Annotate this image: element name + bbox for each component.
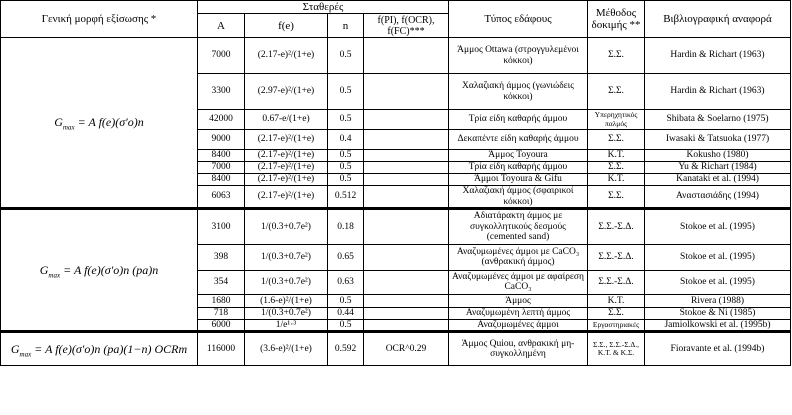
cell-fpi — [364, 150, 449, 162]
cell-method: Κ.Τ. — [588, 294, 645, 307]
cell-soil: Άμμοι Toyoura & Gifu — [449, 174, 588, 186]
cell-soil: Αναζυμωμένες άμμοι με CaCO₃ (ανθρακική άμμος) — [449, 244, 588, 270]
cell-reference: Fioravante et al. (1994b) — [645, 332, 791, 366]
cell-fe: 1/(0.3+0.7e²) — [245, 270, 328, 294]
cell-method: Σ.Σ. — [588, 186, 645, 209]
cell-fpi — [364, 244, 449, 270]
equation-rhs: = A f(e)(σ′o)n (pa)n — [60, 262, 159, 277]
equation-lhs-sub: max — [19, 350, 32, 359]
cell-fe: (2.17-e)²/(1+e) — [245, 162, 328, 174]
cell-soil: Χαλαζιακή άμμος (γωνιώδεις κόκκοι) — [449, 74, 588, 110]
header-n: n — [328, 14, 364, 38]
cell-method: Υπερηχητικός παλμός — [588, 110, 645, 130]
cell-soil: Αναζυμωμένες άμμοι — [449, 319, 588, 331]
cell-n: 0.5 — [328, 150, 364, 162]
cell-fpi — [364, 110, 449, 130]
cell-fe: (1.6-e)²/(1+e) — [245, 294, 328, 307]
cell-reference: Stokoe et al. (1995) — [645, 270, 791, 294]
cell-method: Σ.Σ. — [588, 130, 645, 150]
cell-A: 6063 — [198, 186, 245, 209]
cell-fe: (2.17-e)²/(1+e) — [245, 130, 328, 150]
cell-fpi — [364, 130, 449, 150]
equation-lhs-sub: max — [62, 123, 75, 132]
cell-fe: (2.17-e)²/(1+e) — [245, 174, 328, 186]
cell-reference: Shibata & Soelarno (1975) — [645, 110, 791, 130]
header-constants: Σταθερές — [198, 1, 449, 14]
cell-soil: Τρία είδη καθαρής άμμου — [449, 162, 588, 174]
cell-n: 0.512 — [328, 186, 364, 209]
cell-reference: Kanatakί et al. (1994) — [645, 174, 791, 186]
cell-n: 0.5 — [328, 319, 364, 331]
cell-fpi — [364, 38, 449, 74]
cell-n: 0.5 — [328, 110, 364, 130]
cell-reference: Kokusho (1980) — [645, 150, 791, 162]
cell-fe: 1/(0.3+0.7e²) — [245, 244, 328, 270]
header-soil-type: Τύπος εδάφους — [449, 1, 588, 38]
header-general-form: Γενική μορφή εξίσωσης * — [1, 1, 198, 38]
cell-fpi — [364, 319, 449, 331]
cell-A: 398 — [198, 244, 245, 270]
cell-method: Σ.Σ. — [588, 307, 645, 319]
equation-lhs: G — [54, 114, 63, 129]
equation-eq3 — [1, 332, 198, 366]
cell-A: 116000 — [198, 332, 245, 366]
cell-soil: Άμμος Toyoura — [449, 150, 588, 162]
header-test-method: Μέθοδος δοκιμής ** — [588, 1, 645, 38]
cell-A: 8400 — [198, 174, 245, 186]
cell-A: 7000 — [198, 38, 245, 74]
cell-method: Σ.Σ., Σ.Σ.-Σ.Δ., Κ.Τ. & Κ.Σ. — [588, 332, 645, 366]
table-row — [1, 332, 791, 366]
equation-eq2 — [1, 208, 198, 331]
cell-fe: 1/e¹·³ — [245, 319, 328, 331]
cell-n: 0.5 — [328, 174, 364, 186]
cell-n: 0.5 — [328, 38, 364, 74]
cell-fe: 0.67-e/(1+e) — [245, 110, 328, 130]
cell-method: Κ.Τ. — [588, 150, 645, 162]
cell-fpi — [364, 294, 449, 307]
cell-reference: Iwasaki & Tatsuoka (1977) — [645, 130, 791, 150]
cell-A: 6000 — [198, 319, 245, 331]
cell-fpi — [364, 74, 449, 110]
cell-fe: 1/(0.3+0.7e²) — [245, 208, 328, 244]
header-A: A — [198, 14, 245, 38]
cell-n: 0.4 — [328, 130, 364, 150]
cell-A: 354 — [198, 270, 245, 294]
cell-fpi — [364, 186, 449, 209]
cell-A: 8400 — [198, 150, 245, 162]
cell-n: 0.65 — [328, 244, 364, 270]
cell-method: Σ.Σ.-Σ.Δ. — [588, 270, 645, 294]
equation-rhs: = A f(e)(σ′o)n (pa)(1−n) OCRm — [31, 341, 188, 356]
cell-reference: Stokoe & Ni (1985) — [645, 307, 791, 319]
cell-soil: Άμμος Quiou, ανθρακική μη-συγκολλημένη — [449, 332, 588, 366]
cell-reference: Stokoe et al. (1995) — [645, 244, 791, 270]
cell-n: 0.63 — [328, 270, 364, 294]
cell-reference: Αναστασιάδης (1994) — [645, 186, 791, 209]
group-2 — [1, 208, 791, 331]
group-3 — [1, 332, 791, 366]
cell-fe: (2.17-e)²/(1+e) — [245, 150, 328, 162]
cell-fpi — [364, 208, 449, 244]
cell-reference: Yu & Richart (1984) — [645, 162, 791, 174]
cell-fe: 1/(0.3+0.7e²) — [245, 307, 328, 319]
equation-eq1 — [1, 38, 198, 209]
cell-soil: Χαλαζιακή άμμος (σφαιρικοί κόκκοι) — [449, 186, 588, 209]
cell-n: 0.5 — [328, 162, 364, 174]
cell-fpi — [364, 270, 449, 294]
cell-soil: Αναζυμωμένη λεπτή άμμος — [449, 307, 588, 319]
equation-lhs-sub: max — [48, 270, 61, 279]
cell-soil: Αδιατάρακτη άμμος με συγκολλητικούς δεσμούς (cemented sand) — [449, 208, 588, 244]
cell-method: Εργαστηριακές — [588, 319, 645, 331]
header-fpi: f(PI), f(OCR), f(FC)*** — [364, 14, 449, 38]
cell-reference: Jamiolkowski et al. (1995b) — [645, 319, 791, 331]
cell-method: Κ.Τ. — [588, 174, 645, 186]
cell-method: Σ.Σ. — [588, 38, 645, 74]
cell-A: 7000 — [198, 162, 245, 174]
cell-fe: (2.17-e)²/(1+e) — [245, 186, 328, 209]
cell-fe: (3.6-e)²/(1+e) — [245, 332, 328, 366]
cell-reference: Rivera (1988) — [645, 294, 791, 307]
table-row — [1, 38, 791, 74]
cell-method: Σ.Σ.-Σ.Δ. — [588, 244, 645, 270]
cell-method: Σ.Σ. — [588, 162, 645, 174]
cell-soil: Δεκαπέντε είδη καθαρής άμμου — [449, 130, 588, 150]
cell-n: 0.44 — [328, 307, 364, 319]
cell-fpi — [364, 174, 449, 186]
cell-A: 9000 — [198, 130, 245, 150]
group-1 — [1, 38, 791, 209]
cell-soil: Άμμος — [449, 294, 588, 307]
cell-n: 0.5 — [328, 294, 364, 307]
cell-fpi — [364, 307, 449, 319]
cell-A: 3300 — [198, 74, 245, 110]
cell-reference: Hardin & Richart (1963) — [645, 38, 791, 74]
cell-A: 718 — [198, 307, 245, 319]
cell-method: Σ.Σ. — [588, 74, 645, 110]
equation-lhs: G — [10, 341, 20, 356]
equation-rhs: = A f(e)(σ′o)n — [74, 114, 144, 129]
cell-A: 1680 — [198, 294, 245, 307]
cell-n: 0.592 — [328, 332, 364, 366]
cell-soil: Αναζυμωμένες άμμοι με αφαίρεση CaCO₃ — [449, 270, 588, 294]
cell-fe: (2.17-e)²/(1+e) — [245, 38, 328, 74]
table-row — [1, 208, 791, 244]
header-fe: f(e) — [245, 14, 328, 38]
cell-A: 42000 — [198, 110, 245, 130]
equation-lhs: G — [39, 262, 49, 277]
cell-n: 0.18 — [328, 208, 364, 244]
cell-fpi — [364, 162, 449, 174]
cell-fe: (2.97-e)²/(1+e) — [245, 74, 328, 110]
cell-soil: Τρία είδη καθαρής άμμου — [449, 110, 588, 130]
cell-n: 0.5 — [328, 74, 364, 110]
header-reference: Βιβλιογραφική αναφορά — [645, 1, 791, 38]
cell-soil: Άμμος Ottawa (στρογγυλεμένοι κόκκοι) — [449, 38, 588, 74]
cell-fpi: OCR^0.29 — [364, 332, 449, 366]
cell-method: Σ.Σ.-Σ.Δ. — [588, 208, 645, 244]
cell-A: 3100 — [198, 208, 245, 244]
cell-reference: Hardin & Richart (1963) — [645, 74, 791, 110]
cell-reference: Stokoe et al. (1995) — [645, 208, 791, 244]
